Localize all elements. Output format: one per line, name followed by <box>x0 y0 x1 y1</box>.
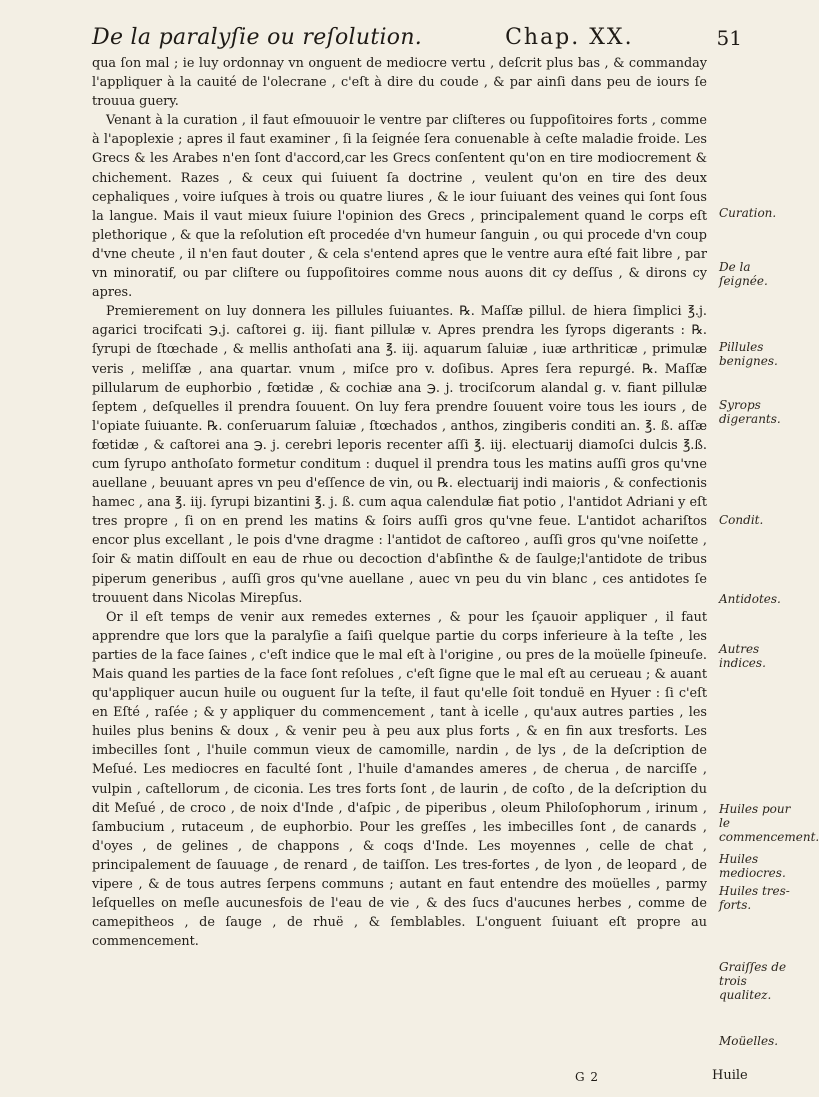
paragraph-continuation: qua ſon mal ; ie luy ordonnay vn onguent de mediocre vertu , deſcrit plus bas , & commanday l'appliquer à la cauité de l'olecrane , c'eſt à dire du coude , & par ainſi dans peu de iours ſe trouua guery. <box>92 56 707 110</box>
signature-mark: G 2 <box>575 1070 600 1084</box>
margin-note-seignee: De la ſeignée. <box>719 260 768 288</box>
margin-note-antidotes: Antidotes. <box>719 592 781 606</box>
running-title: De la paralyſie ou reſolution. <box>92 25 423 50</box>
margin-note-huiles-forts: Huiles tres-forts. <box>719 884 790 912</box>
catchword: Huile <box>712 1068 748 1083</box>
margin-note-curation: Curation. <box>719 206 777 220</box>
margin-note-mouelles: Moüelles. <box>719 1034 779 1048</box>
running-head <box>92 10 742 50</box>
margin-note-huiles-commencement: Huiles pour le commencement. <box>719 802 819 844</box>
page-number: 51 <box>716 26 742 50</box>
chapter-label: Chap. XX. <box>505 25 634 50</box>
margin-note-autres-indices: Autres indices. <box>719 642 766 670</box>
main-text <box>92 54 707 951</box>
paragraph-curation: Venant à la curation , il faut eſmouuoir le ventre par cliſteres ou ſuppoſitoires forts , comme à l'apoplexie ; apres il faut examiner , ſi la ſeignée ſera conuenable à ceſte maladie froide. Les Grecs & les Arabes n'en ſont d'accord,car les Grecs conſentent qu'on en tire modiocrement & chichement. Razes , & ceux qui ſuiuent ſa doctrine , veulent qu'on en tire des deux cephaliques , voire iuſques à trois ou quatre liures , & le iour ſuiuant des veines qui ſont ſous la langue. Mais il vaut mieux ſuiure l'opinion des Grecs , principalement quand le corps eſt plethorique , & que la reſolution eſt procedée d'vn humeur ſanguin , ou qui procede d'vn coup d'vne cheute , il n'en faut douter , & cela s'entend apres que le ventre aura eſté fait libre , par vn minoratif, ou par cliſtere ou ſuppoſitoires comme nous auons dit cy deſſus , & dirons cy apres. <box>92 113 707 301</box>
margin-note-condit: Condit. <box>719 513 764 527</box>
margin-note-syrops: Syrops digerants. <box>719 398 781 426</box>
margin-note-huiles-mediocres: Huiles mediocres. <box>719 852 786 880</box>
paragraph-remedies: Premierement on luy donnera les pillules ſuiuantes. ℞. Maſſæ pillul. de hiera ſimplici ℥.j. agarici trocifcati ℈.j. caſtorei g. iij. fiant pillulæ v. Apres prendra les ſyrops digerants : ℞. ſyrupi de ſtœchade , & mellis anthoſati ana ℥. iij. aquarum ſaluiæ , iuæ arthriticæ , primulæ veris , meliſſæ , ana quartar. vnum , miſce pro v. doſibus. Apres ſera repurgé. ℞. Maſſæ pillularum de euphorbio , fœtidæ , & cochiæ ana ℈. j. trociſcorum alandal g. v. fiant pillulæ ſeptem , deſquelles il prendra ſouuent. On luy fera prendre ſouuent voire tous les iours , de l'opiate ſuiuante. ℞. conſeruarum ſaluiæ , ſtœchados , anthos, zingiberis conditi an. ℥. ß. aſſæ fœtidæ , & caſtorei ana ℈. j. cerebri leporis recenter aſſi ℥. iij. electuarij diamoſci dulcis ℥.ß. cum ſyrupo anthoſato formetur conditum : duquel il prendra tous les matins auſſi gros qu'vne auellane , beuuant apres vn peu d'eſſence de vin, ou ℞. electuarij indi maioris , & confectionis hamec , ana ℥. iij. ſyrupi bizantini ℥. j. ß. cum aqua calendulæ fiat potio , l'antidot Adriani y eſt tres propre , ſi on en prend les matins & ſoirs auſſi gros qu'vne feue. L'antidot achariſtos encor plus excellant , le pois d'vne dragme : l'antidot de caſtoreo , auſſi gros qu'vne noiſette , ſoir & matin diſſoult en eau de rhue ou decoction d'abſinthe & de ſaulge;l'antidote de tribus piperum generibus , auſſi gros qu'vne auellane , auec vn peu du vin blanc , ces antidotes ſe trouuent dans Nicolas Mirepſus. <box>92 304 707 606</box>
paragraph-external-remedies: Or il eſt temps de venir aux remedes externes , & pour les ſçauoir appliquer , il faut apprendre que lors que la paralyſie a ſaiſi quelque partie du corps inferieure à la teſte , les parties de la face ſaines , c'eſt indice que le mal eſt à l'origine , ou pres de la moüelle ſpineuſe. Mais quand les parties de la face ſont reſolues , c'eſt ſigne que le mal eſt au cerueau ; & auant qu'appliquer aucun huile ou ouguent ſur la teſte, il faut qu'elle ſoit tonduë en Hyuer : ſi c'eſt en Eſté , raſée ; & y appliquer du commencement , tant à icelle , qu'aux autres parties , les huiles plus benins & doux , & venir peu à peu aux plus forts , & en fin aux tresforts. Les imbecilles ſont , l'huile commun vieux de camomille, nardin , de lys , de la deſcription de Meſué. Les mediocres en faculté ſont , l'huile d'amandes ameres , de cherua , de narciſſe , vulpin , caſtellorum , de ciconia. Les tres forts ſont , de laurin , de coſto , de la deſcription du dit Meſué , de croco , de noix d'Inde , d'aſpic , de piperibus , oleum Philoſophorum , irinum , ſambucium , rutaceum , de euphorbio. Pour les greſſes , les imbecilles ſont , de canards , d'oyes , de gelines , de chappons , & coqs d'Inde. Les moyennes , celle de chat , principalement de ſauuage , de renard , de taiſſon. Les tres-fortes , de lyon , de leopard , de vipere , & de tous autres ſerpens communs ; autant en faut entendre des moüelles , parmy leſquelles on meſle aucunesfois de l'eau de vie , & des ſucs d'aucunes herbes , comme de camepitheos , de ſauge , de rhuë , & ſemblables. L'onguent ſuiuant eſt propre au commencement. <box>92 609 707 950</box>
margin-note-graisses: Graiſſes de trois qualitez. <box>719 960 787 1002</box>
margin-note-pillules: Pillules benignes. <box>719 340 778 368</box>
